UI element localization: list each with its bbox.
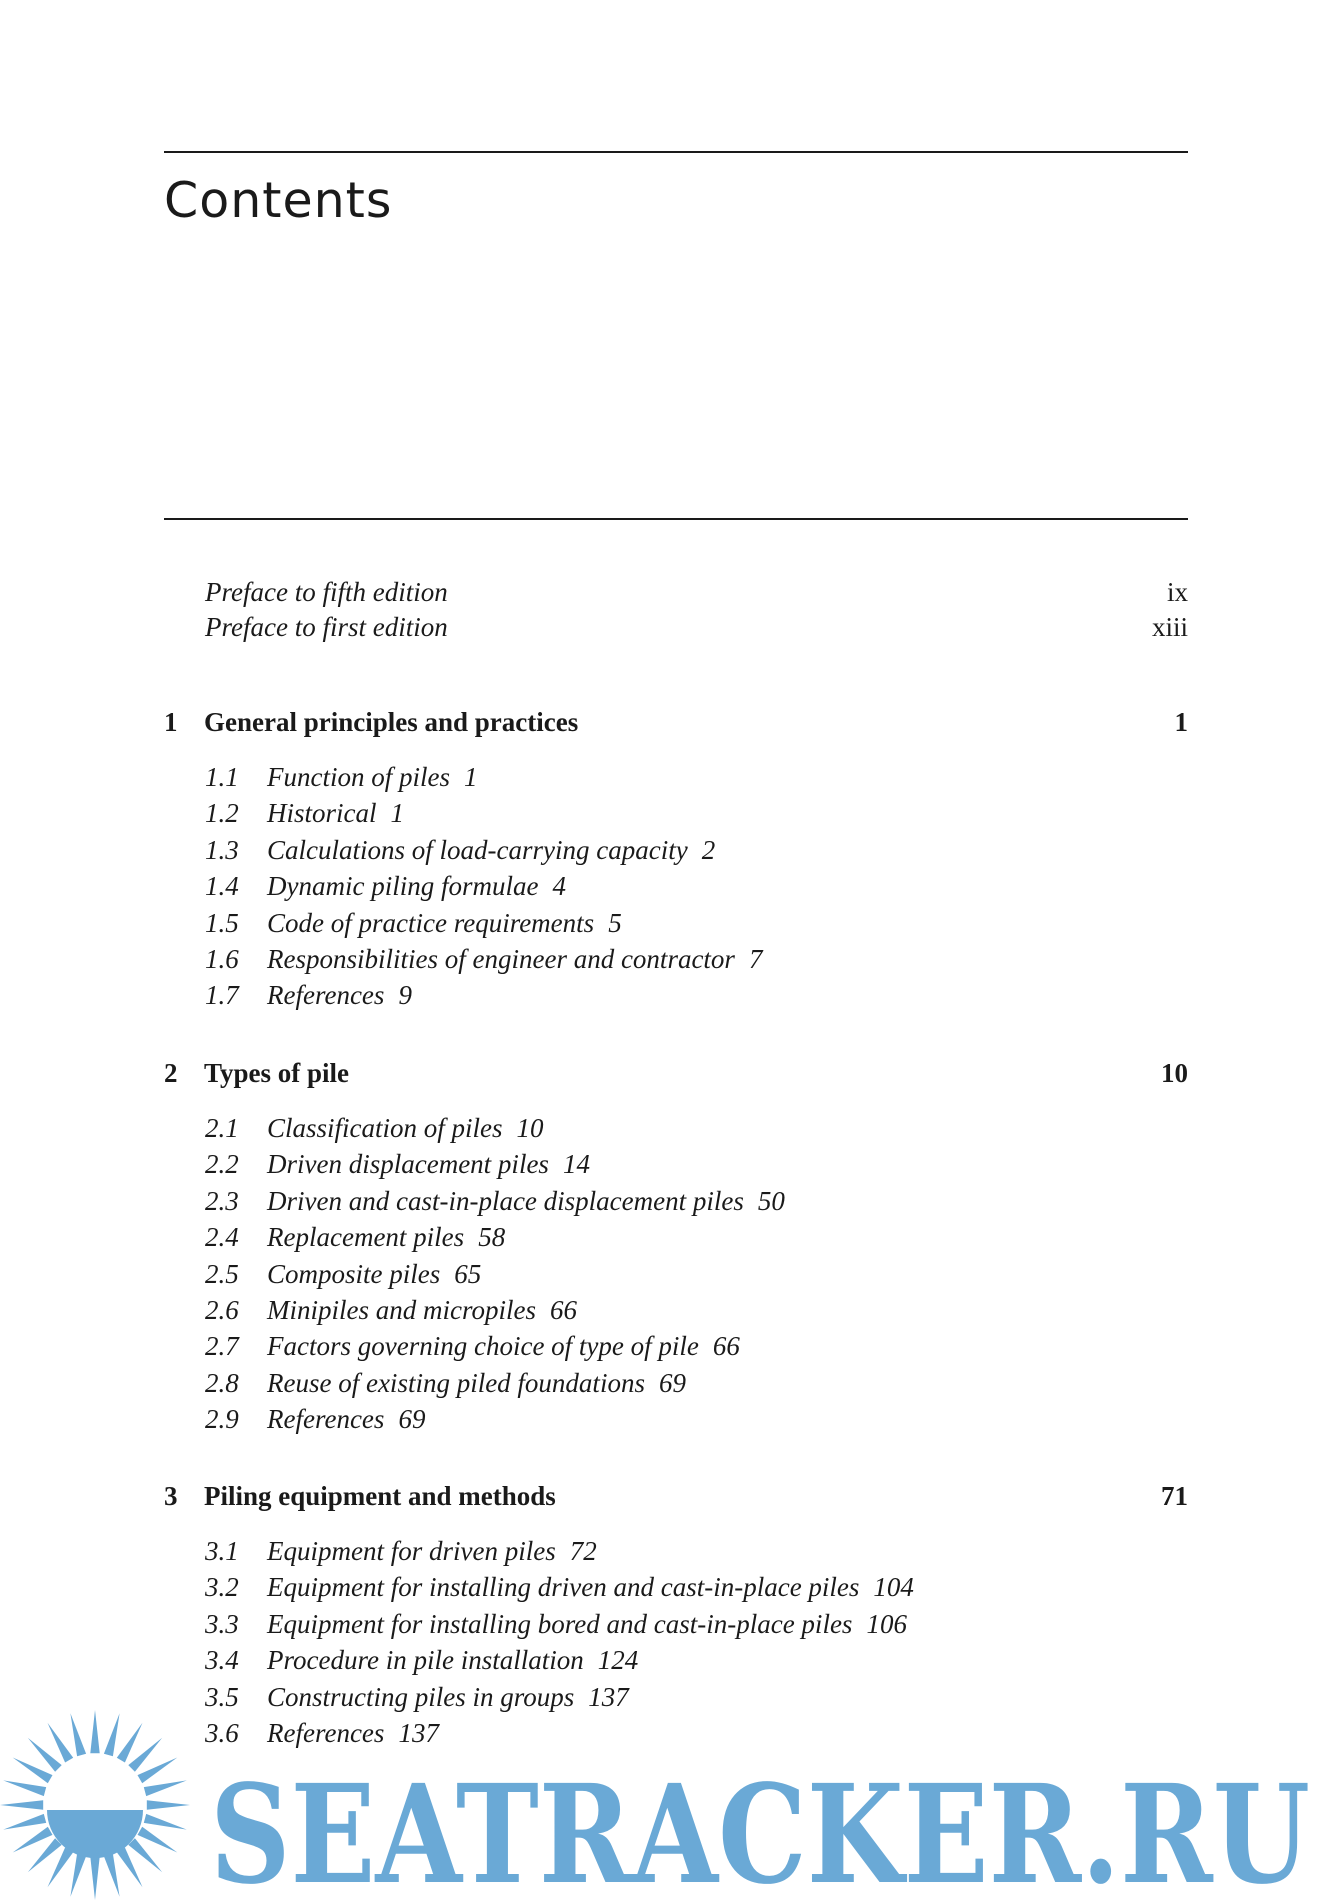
sun-ray	[48, 1848, 74, 1888]
chapter-page: 10	[1161, 1058, 1188, 1088]
section-page: 66	[549, 1294, 577, 1325]
section-title: Replacement piles	[267, 1222, 465, 1253]
watermark-text: SEATRACKER.RU	[210, 1755, 1310, 1901]
section-page: 2	[701, 834, 716, 865]
section-title: Constructing piles in groups	[267, 1681, 575, 1712]
sun-ray	[0, 1800, 43, 1809]
chapter-number: 3	[164, 1481, 178, 1511]
top-rule	[164, 151, 1188, 153]
sun-ray	[104, 1713, 120, 1756]
section-number: 1.3	[205, 834, 239, 865]
section-page: 9	[398, 980, 412, 1011]
section-title: Equipment for installing bored and cast-in-place piles	[267, 1608, 853, 1639]
section-title: Minipiles and micropiles	[267, 1294, 536, 1325]
section-page: 1	[463, 762, 478, 792]
preface-page: xiii	[1151, 612, 1188, 642]
sun-ray	[90, 1857, 99, 1900]
sun-ray	[3, 1814, 46, 1830]
section-page: 50	[757, 1185, 785, 1216]
section-page: 65	[454, 1258, 482, 1289]
section-title: Driven and cast-in-place displacement piles	[267, 1185, 744, 1216]
chapter-number: 2	[164, 1058, 178, 1088]
section-title: Function of piles	[267, 762, 450, 792]
sun-ray	[3, 1780, 46, 1796]
section-page: 69	[658, 1367, 686, 1398]
section-number: 2.4	[205, 1222, 239, 1253]
section-number: 2.1	[205, 1113, 239, 1143]
section-number: 2.9	[205, 1404, 239, 1435]
section-page: 5	[608, 907, 622, 938]
section-number: 1.4	[205, 871, 239, 902]
section-number: 2.8	[205, 1367, 239, 1398]
section-number: 3.2	[205, 1572, 239, 1603]
section-title: Composite piles	[267, 1258, 441, 1289]
sun-ray	[70, 1854, 86, 1897]
section-page: 14	[562, 1149, 590, 1180]
preface-entry[interactable]	[205, 612, 1188, 643]
sun-ray	[147, 1800, 190, 1809]
section-page: 66	[712, 1331, 740, 1362]
section-page: 106	[866, 1608, 907, 1639]
chapter-page: 1	[1174, 707, 1188, 737]
section-title: Equipment for driven piles	[267, 1536, 556, 1566]
chapter-title: Piling equipment and methods	[204, 1481, 556, 1511]
section-title: Factors governing choice of type of pile	[267, 1331, 699, 1362]
section-page: 137	[398, 1717, 439, 1748]
preface-entry[interactable]	[205, 577, 1188, 608]
chapter-title: Types of pile	[204, 1058, 350, 1088]
section-title: Dynamic piling formulae	[267, 871, 539, 902]
section-number: 3.5	[205, 1681, 239, 1712]
sun-ray	[70, 1713, 86, 1756]
section-number: 1.7	[205, 980, 239, 1011]
section-page: 124	[597, 1645, 639, 1676]
sun-ray	[144, 1814, 187, 1830]
sun-ray	[138, 1758, 178, 1784]
section-page: 4	[552, 871, 566, 902]
section-title: References	[267, 1404, 385, 1435]
page-title: Contents	[164, 172, 393, 229]
section-title: Driven displacement piles	[267, 1149, 549, 1180]
section-page: 58	[478, 1222, 506, 1253]
section-title: Equipment for installing driven and cast-in-place piles	[267, 1572, 860, 1603]
section-number: 2.3	[205, 1185, 239, 1216]
chapter-number: 1	[164, 707, 178, 737]
section-title: Historical	[267, 798, 377, 829]
sun-ray	[104, 1854, 120, 1897]
section-number: 1.5	[205, 907, 239, 938]
section-page: 1	[390, 798, 405, 829]
preface-title: Preface to first edition	[205, 612, 448, 642]
section-number: 1.1	[205, 762, 239, 792]
sunburst-icon	[0, 1710, 190, 1900]
sun-ray	[90, 1710, 99, 1753]
section-page: 7	[748, 943, 763, 974]
chapter-title: General principles and practices	[204, 707, 579, 737]
section-page: 10	[516, 1113, 544, 1143]
sun-ray	[48, 1723, 74, 1763]
section-page: 69	[398, 1404, 426, 1435]
sun-ray	[117, 1723, 143, 1763]
middle-rule	[164, 518, 1188, 520]
section-number: 1.6	[205, 943, 239, 974]
sun-ray	[117, 1848, 143, 1888]
section-page: 72	[569, 1536, 597, 1566]
section-number: 2.2	[205, 1149, 239, 1180]
preface-page: ix	[1166, 577, 1188, 607]
section-page: 104	[873, 1572, 914, 1603]
section-number: 3.6	[205, 1717, 239, 1748]
section-page: 137	[588, 1681, 629, 1712]
watermark	[0, 1710, 1320, 1901]
section-number: 3.4	[205, 1645, 239, 1676]
section-title: Calculations of load-carrying capacity	[267, 834, 688, 865]
sun-ray	[144, 1780, 187, 1796]
section-title: Procedure in pile installation	[267, 1645, 584, 1676]
section-title: Reuse of existing piled foundations	[267, 1367, 645, 1398]
section-title: Code of practice requirements	[267, 907, 595, 938]
sun-ray	[13, 1758, 53, 1784]
section-title: Classification of piles	[267, 1113, 503, 1143]
section-number: 2.6	[205, 1294, 239, 1325]
section-title: References	[267, 1717, 385, 1748]
section-number: 1.2	[205, 798, 239, 829]
section-number: 2.7	[205, 1331, 239, 1362]
sun-ray	[138, 1827, 178, 1853]
chapter-page: 71	[1161, 1481, 1188, 1511]
section-number: 3.1	[205, 1536, 239, 1566]
section-number: 3.3	[205, 1608, 239, 1639]
section-title: References	[267, 980, 385, 1011]
section-title: Responsibilities of engineer and contractor	[267, 943, 735, 974]
preface-title: Preface to fifth edition	[205, 577, 448, 607]
sun-ray	[13, 1827, 53, 1853]
section-number: 2.5	[205, 1258, 239, 1289]
